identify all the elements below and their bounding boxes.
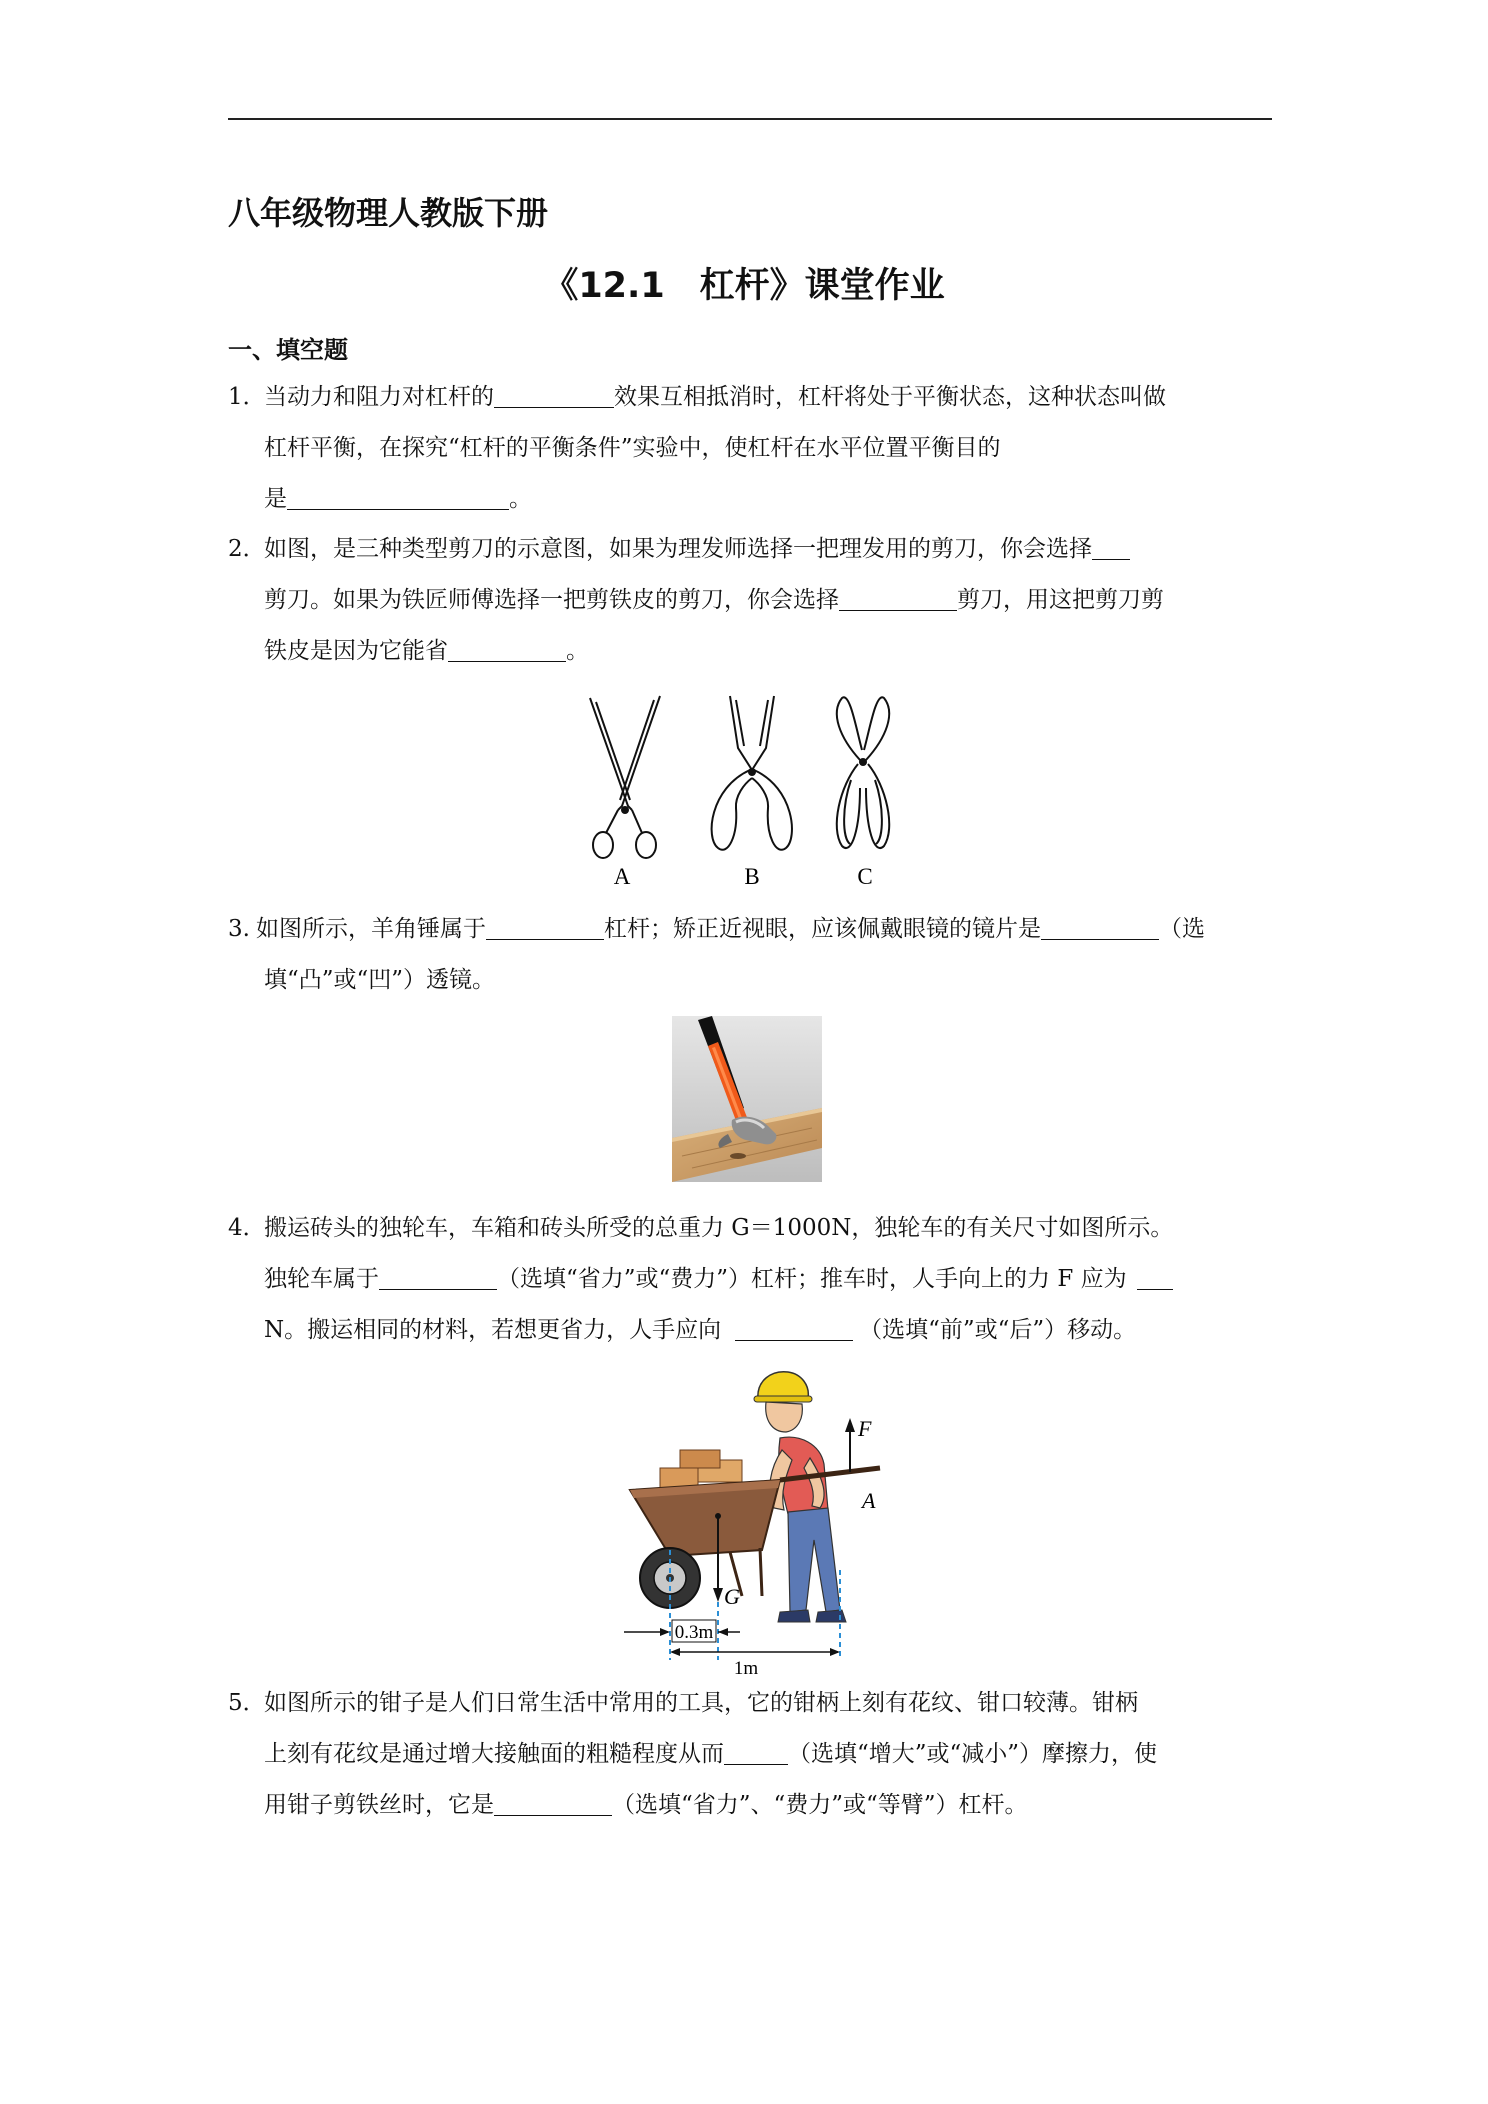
answer-blank[interactable] <box>1092 535 1130 560</box>
q2-text-d: 铁皮是因为它能省 <box>264 638 448 664</box>
page-title: 《12.1 杠杆》课堂作业 <box>543 266 945 306</box>
question-number: 4． <box>228 1215 266 1241</box>
q1-text-b: 效果互相抵消时，杠杆将处于平衡状态，这种状态叫做 <box>614 384 1166 410</box>
answer-blank[interactable] <box>1041 915 1159 940</box>
question-number: 2． <box>228 536 266 562</box>
q4-text-a: 搬运砖头的独轮车，车箱和砖头所受的总重力 G＝1000N，独轮车的有关尺寸如图所示。 <box>264 1215 1174 1241</box>
q4-text-d: N。搬运相同的材料，若想更省力，人手应向 <box>264 1317 722 1343</box>
q3-text-c: （选 <box>1159 916 1205 942</box>
wheelbarrow-figure <box>610 1360 900 1680</box>
gravity-g-label: G <box>724 1584 740 1609</box>
wheelbarrow-icon <box>630 1450 880 1608</box>
answer-blank[interactable] <box>494 1791 612 1816</box>
q1-line-2: 杠杆平衡，在探究“杠杆的平衡条件”实验中，使杠杆在水平位置平衡目的 <box>264 435 1001 461</box>
answer-blank[interactable] <box>494 383 614 408</box>
question-number: 3. <box>228 916 250 942</box>
answer-blank[interactable] <box>486 915 604 940</box>
q4-text-c: （选填“省力”或“费力”）杠杆；推车时，人手向上的力 F 应为 <box>497 1266 1127 1292</box>
question-number: 5． <box>228 1690 266 1716</box>
scissors-a-icon <box>590 696 660 858</box>
distance-label-2: 1m <box>733 1658 759 1679</box>
q3-text-a: 如图所示，羊角锤属于 <box>256 916 486 942</box>
point-a-label: A <box>862 1488 876 1513</box>
question-4 <box>228 1203 1272 1356</box>
header-rule <box>228 118 1272 120</box>
question-5 <box>228 1678 1272 1831</box>
question-1 <box>228 372 1272 525</box>
scissors-label-c: C <box>857 864 873 889</box>
scissors-label-b: B <box>744 864 760 889</box>
scissors-c-icon <box>837 697 889 848</box>
answer-blank[interactable] <box>1137 1265 1173 1290</box>
claw-hammer-photo <box>672 1016 822 1182</box>
answer-blank[interactable] <box>287 485 509 510</box>
question-3 <box>228 904 1272 1006</box>
q1-text-d: 。 <box>509 486 532 512</box>
section-heading: 一、填空题 <box>228 336 348 364</box>
answer-blank[interactable] <box>379 1265 497 1290</box>
q1-text-c: 是 <box>264 486 287 512</box>
scissors-label-a: A <box>613 864 631 889</box>
q4-text-b: 独轮车属于 <box>264 1266 379 1292</box>
q2-text-c: 剪刀，用这把剪刀剪 <box>957 587 1164 613</box>
q2-text-e: 。 <box>566 638 589 664</box>
distance-label-1: 0.3m <box>674 1622 714 1643</box>
force-f-label: F <box>858 1416 872 1441</box>
question-2 <box>228 524 1272 677</box>
q5-text-d: 用钳子剪铁丝时，它是 <box>264 1792 494 1818</box>
q1-text-a: 当动力和阻力对杠杆的 <box>264 384 494 410</box>
q4-text-e: （选填“前”或“后”）移动。 <box>859 1317 1137 1343</box>
answer-blank[interactable] <box>724 1740 788 1765</box>
q5-text-a: 如图所示的钳子是人们日常生活中常用的工具，它的钳柄上刻有花纹、钳口较薄。钳柄 <box>264 1690 1138 1716</box>
q3-text-b: 杠杆；矫正近视眼，应该佩戴眼镜的镜片是 <box>604 916 1041 942</box>
scissors-figure <box>560 688 930 903</box>
answer-blank[interactable] <box>448 637 566 662</box>
q3-line-2: 填“凸”或“凹”）透镜。 <box>264 967 496 993</box>
question-number: 1． <box>228 384 266 410</box>
q5-text-b: 上刻有花纹是通过增大接触面的粗糙程度从而 <box>264 1741 724 1767</box>
q2-text-b: 剪刀。如果为铁匠师傅选择一把剪铁皮的剪刀，你会选择 <box>264 587 839 613</box>
answer-blank[interactable] <box>839 586 957 611</box>
answer-blank[interactable] <box>735 1316 853 1341</box>
q2-text-a: 如图，是三种类型剪刀的示意图，如果为理发师选择一把理发用的剪刀，你会选择 <box>264 536 1092 562</box>
q5-text-c: （选填“增大”或“减小”）摩擦力，使 <box>788 1741 1158 1767</box>
q5-text-e: （选填“省力”、“费力”或“等臂”）杠杆。 <box>612 1792 1028 1818</box>
grade-heading: 八年级物理人教版下册 <box>228 194 549 232</box>
